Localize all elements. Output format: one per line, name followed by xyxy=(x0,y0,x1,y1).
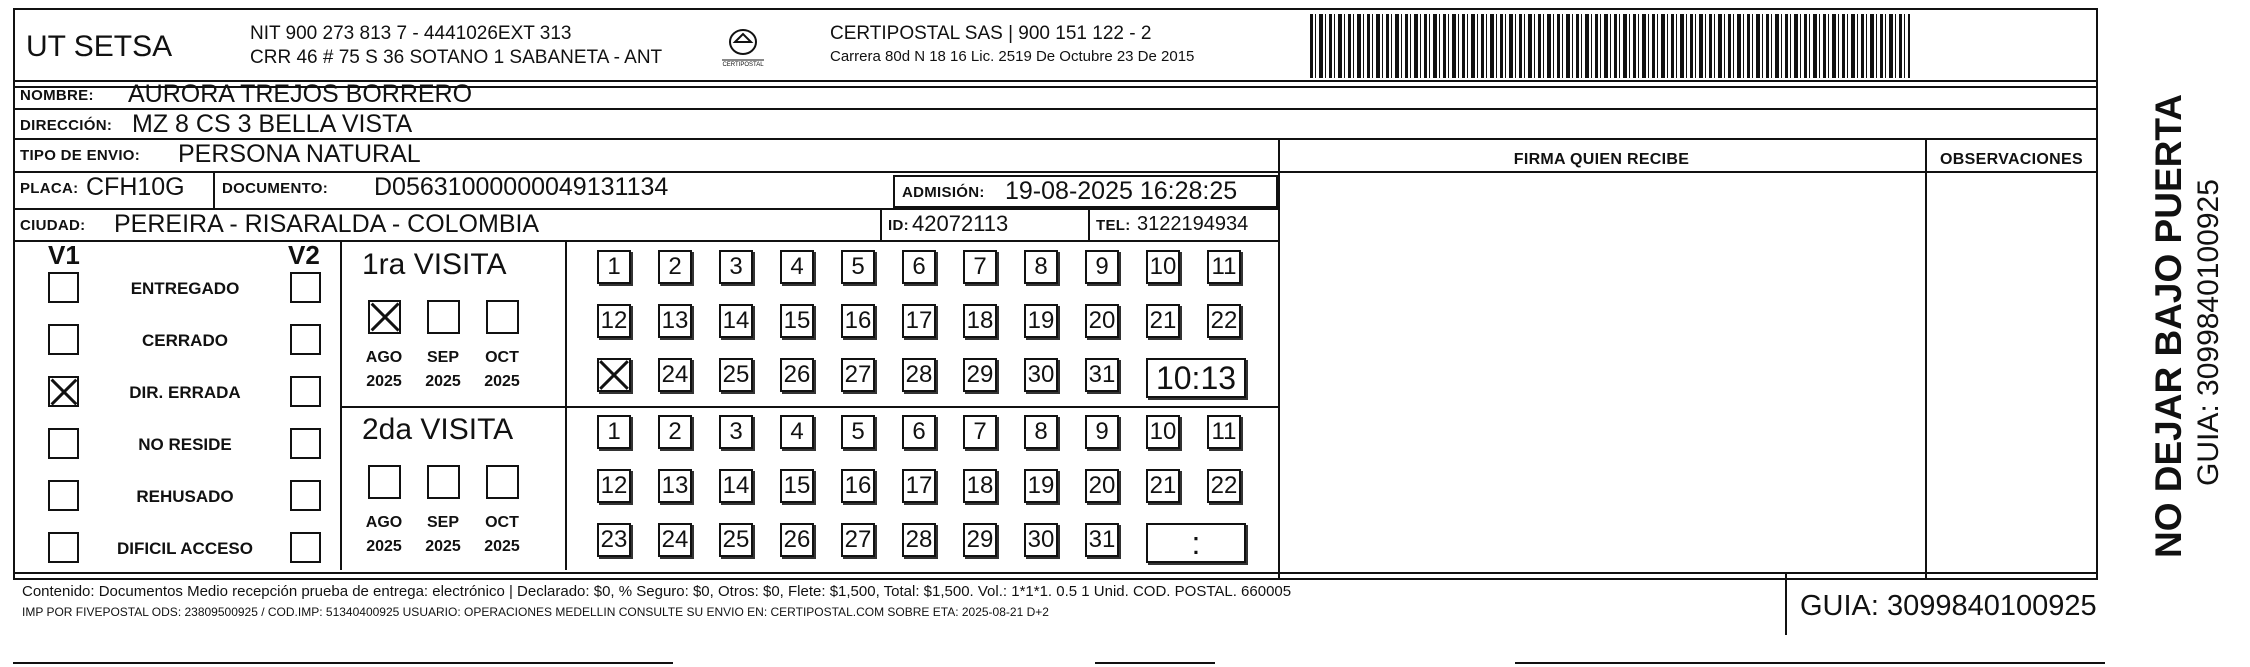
day-box[interactable]: 15 xyxy=(780,469,814,503)
day-box[interactable]: 21 xyxy=(1146,469,1180,503)
day-box[interactable]: 2 xyxy=(658,250,692,284)
day-box[interactable]: 5 xyxy=(841,415,875,449)
day-box[interactable]: 4 xyxy=(780,415,814,449)
col-line xyxy=(1088,208,1090,240)
day-box[interactable]: 18 xyxy=(963,304,997,338)
day-box[interactable]: 3 xyxy=(719,415,753,449)
day-box[interactable]: 12 xyxy=(597,469,631,503)
ciudad-label: CIUDAD: xyxy=(20,217,86,234)
day-box[interactable]: 22 xyxy=(1207,304,1241,338)
month-checkbox[interactable] xyxy=(427,300,460,334)
day-box[interactable]: 14 xyxy=(719,304,753,338)
id-value: 42072113 xyxy=(912,211,1009,236)
month-label: OCT xyxy=(485,514,519,531)
day-box[interactable]: 14 xyxy=(719,469,753,503)
documento-value: D05631000000049131134 xyxy=(374,173,669,201)
direccion-label: DIRECCIÓN: xyxy=(20,117,113,134)
day-box[interactable]: 7 xyxy=(963,250,997,284)
side-line1: NO DEJAR BAJO PUERTA xyxy=(2148,94,2189,558)
year-label: 2025 xyxy=(425,373,461,390)
day-box[interactable]: 20 xyxy=(1085,304,1119,338)
first-visit-label: 1ra VISITA xyxy=(362,248,507,281)
company-address: CRR 46 # 75 S 36 SOTANO 1 SABANETA - ANT xyxy=(250,47,663,68)
day-box[interactable]: 12 xyxy=(597,304,631,338)
guia-box-value: GUIA: 3099840100925 xyxy=(1800,590,2097,622)
month-checkbox[interactable] xyxy=(486,300,519,334)
documento-label: DOCUMENTO: xyxy=(222,180,329,197)
month-label: AGO xyxy=(365,349,403,366)
firma-label: FIRMA QUIEN RECIBE xyxy=(1513,151,1690,168)
col-line xyxy=(880,208,882,240)
status-v2-checkbox[interactable] xyxy=(290,480,321,511)
certipostal-line2: Carrera 80d N 18 16 Lic. 2519 De Octubre 23 De 2015 xyxy=(830,48,1195,65)
col-line xyxy=(565,240,567,570)
day-box[interactable] xyxy=(597,358,631,392)
day-box[interactable]: 16 xyxy=(841,469,875,503)
side-text xyxy=(2108,94,2228,558)
status-v1-checkbox[interactable] xyxy=(48,324,79,355)
day-box[interactable]: 9 xyxy=(1085,250,1119,284)
day-box[interactable]: 24 xyxy=(658,523,692,557)
status-label: DIR. ERRADA xyxy=(129,383,241,402)
status-v2-checkbox[interactable] xyxy=(290,428,321,459)
ciudad-value: PEREIRA - RISARALDA - COLOMBIA xyxy=(114,210,540,238)
time-box[interactable]: 10:13 xyxy=(1146,358,1246,398)
tipo-envio-value: PERSONA NATURAL xyxy=(178,140,421,168)
day-box[interactable]: 30 xyxy=(1024,358,1058,392)
certipostal-logo-text: CERTIPOSTAL xyxy=(722,62,764,68)
day-box[interactable]: 28 xyxy=(902,523,936,557)
side-line2: GUIA: 3099840100925 xyxy=(2192,179,2225,486)
col-line xyxy=(1278,138,1280,580)
month-checkbox[interactable] xyxy=(486,465,519,499)
time-box[interactable]: : xyxy=(1146,523,1246,563)
direccion-value: MZ 8 CS 3 BELLA VISTA xyxy=(132,110,413,138)
day-box[interactable]: 3 xyxy=(719,250,753,284)
admision-label: ADMISIÓN: xyxy=(902,184,985,201)
year-label: 2025 xyxy=(484,538,520,555)
day-box[interactable]: 28 xyxy=(902,358,936,392)
month-label: OCT xyxy=(485,349,519,366)
v1-label: V1 xyxy=(48,240,80,270)
company-name: UT SETSA xyxy=(26,30,173,63)
col-line xyxy=(1925,138,1927,580)
day-box[interactable]: 17 xyxy=(902,304,936,338)
placa-label: PLACA: xyxy=(20,180,79,197)
day-box[interactable]: 25 xyxy=(719,358,753,392)
nombre-label: NOMBRE: xyxy=(20,87,94,104)
day-box[interactable]: 9 xyxy=(1085,415,1119,449)
day-box[interactable]: 11 xyxy=(1207,415,1241,449)
day-box[interactable]: 25 xyxy=(719,523,753,557)
col-line xyxy=(340,240,342,570)
day-box[interactable]: 17 xyxy=(902,469,936,503)
day-box[interactable]: 26 xyxy=(780,523,814,557)
day-box[interactable]: 8 xyxy=(1024,415,1058,449)
admision-value: 19-08-2025 16:28:25 xyxy=(1005,177,1238,205)
day-box[interactable]: 2 xyxy=(658,415,692,449)
nombre-value: AURORA TREJOS BORRERO xyxy=(128,80,473,108)
bottom-rule xyxy=(13,662,673,664)
col-line xyxy=(213,171,215,208)
status-v1-checkbox[interactable] xyxy=(48,272,79,303)
day-box[interactable]: 22 xyxy=(1207,469,1241,503)
row-line xyxy=(13,240,1278,242)
month-checkbox[interactable] xyxy=(427,465,460,499)
day-box[interactable]: 24 xyxy=(658,358,692,392)
day-box[interactable]: 26 xyxy=(780,358,814,392)
status-v2-checkbox[interactable] xyxy=(290,272,321,303)
day-box[interactable]: 31 xyxy=(1085,358,1119,392)
status-v1-checkbox[interactable] xyxy=(48,428,79,459)
status-label: DIFICIL ACCESO xyxy=(116,539,253,558)
day-box[interactable]: 27 xyxy=(841,523,875,557)
day-box[interactable]: 7 xyxy=(963,415,997,449)
day-box[interactable]: 6 xyxy=(902,415,936,449)
day-box[interactable]: 5 xyxy=(841,250,875,284)
status-v1-checkbox[interactable] xyxy=(48,376,79,407)
status-label: ENTREGADO xyxy=(130,279,240,298)
company-nit: NIT 900 273 813 7 - 4441026EXT 313 xyxy=(250,23,572,44)
year-label: 2025 xyxy=(484,373,520,390)
day-box[interactable]: 27 xyxy=(841,358,875,392)
year-label: 2025 xyxy=(425,538,461,555)
footer-line2: IMP POR FIVEPOSTAL ODS: 23809500925 / COD.IMP: 51340400925 USUARIO: OPERACIONES MEDELLIN CONSULTE SU ENVIO EN: CERTIPOSTAL.COM SOBRE ETA: 2025-08-21 D+2 xyxy=(22,605,1049,619)
day-box[interactable]: 10 xyxy=(1146,415,1180,449)
day-box[interactable]: 1 xyxy=(597,415,631,449)
tel-label: TEL: xyxy=(1096,217,1131,234)
day-box[interactable]: 4 xyxy=(780,250,814,284)
day-box[interactable]: 18 xyxy=(963,469,997,503)
day-box[interactable]: 13 xyxy=(658,304,692,338)
row-line xyxy=(340,406,1278,408)
tel-value: 3122194934 xyxy=(1137,213,1249,235)
status-v2-checkbox[interactable] xyxy=(290,532,321,563)
day-box[interactable]: 13 xyxy=(658,469,692,503)
day-box[interactable]: 15 xyxy=(780,304,814,338)
month-label: SEP xyxy=(426,514,459,531)
day-box[interactable]: 31 xyxy=(1085,523,1119,557)
status-v2-checkbox[interactable] xyxy=(290,324,321,355)
year-label: 2025 xyxy=(366,538,402,555)
status-label: REHUSADO xyxy=(136,487,234,506)
day-box[interactable]: 19 xyxy=(1024,304,1058,338)
day-box[interactable]: 6 xyxy=(902,250,936,284)
day-box[interactable]: 10 xyxy=(1146,250,1180,284)
day-box[interactable]: 21 xyxy=(1146,304,1180,338)
footer-line1: Contenido: Documentos Medio recepción prueba de entrega: electrónico | Declarado: $0, % Seguro: $0, Otros: $0, Flete: $1,500, Total: $1,500. Vol.: 1*1*1. 0.5 1 Unid. COD. POSTAL. 660005 xyxy=(22,583,1292,600)
day-box[interactable]: 30 xyxy=(1024,523,1058,557)
day-box[interactable]: 29 xyxy=(963,523,997,557)
day-box[interactable]: 23 xyxy=(597,523,631,557)
barcode-icon xyxy=(1310,14,1910,78)
placa-value: CFH10G xyxy=(86,173,185,201)
month-label: SEP xyxy=(426,349,459,366)
tipo-envio-label: TIPO DE ENVIO: xyxy=(20,147,141,164)
day-box[interactable]: 11 xyxy=(1207,250,1241,284)
day-box[interactable]: 8 xyxy=(1024,250,1058,284)
day-box[interactable]: 19 xyxy=(1024,469,1058,503)
year-label: 2025 xyxy=(366,373,402,390)
status-v1-checkbox[interactable] xyxy=(48,480,79,511)
certipostal-logo xyxy=(718,26,768,72)
row-line xyxy=(1278,171,2098,173)
status-label: NO RESIDE xyxy=(138,435,232,454)
status-v2-checkbox[interactable] xyxy=(290,376,321,407)
day-box[interactable]: 16 xyxy=(841,304,875,338)
second-visit-label: 2da VISITA xyxy=(362,413,514,446)
day-box[interactable]: 29 xyxy=(963,358,997,392)
day-box[interactable]: 20 xyxy=(1085,469,1119,503)
id-label: ID: xyxy=(888,217,909,234)
month-checkbox[interactable] xyxy=(368,300,401,334)
month-checkbox[interactable] xyxy=(368,465,401,499)
col-line xyxy=(1785,572,1787,635)
status-label: CERRADO xyxy=(142,331,228,350)
day-box[interactable]: 1 xyxy=(597,250,631,284)
bottom-rule xyxy=(1095,662,1215,664)
v2-label: V2 xyxy=(288,240,320,270)
certipostal-line1: CERTIPOSTAL SAS | 900 151 122 - 2 xyxy=(830,23,1152,44)
status-v1-checkbox[interactable] xyxy=(48,532,79,563)
bottom-rule xyxy=(1515,662,2105,664)
month-label: AGO xyxy=(365,514,403,531)
observaciones-label: OBSERVACIONES xyxy=(1940,151,2083,168)
